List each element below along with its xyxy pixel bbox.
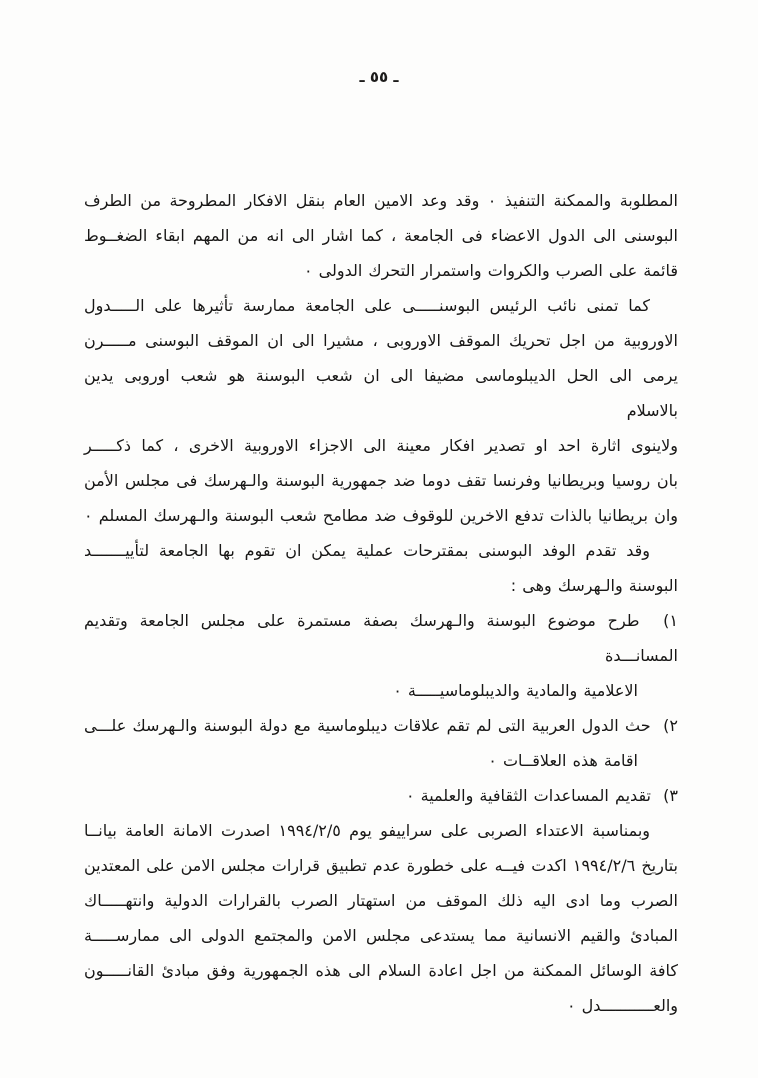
text-line: اقامة هذه العلاقــات ٠ (488, 751, 638, 770)
text-line: المطلوبة والممكنة التنفيذ ٠ وقد وعد الامين العام بنقل الافكار المطروحة من الطرف (84, 191, 678, 210)
text-line: الاعلامية والمادية والديبلوماسيـــــة ٠ (393, 681, 638, 700)
list-item (84, 603, 678, 708)
text-line: ولاينوى اثارة احد او تصدير افكار معينة الى الاجزاء الاوروبية الاخرى ، كما ذكـــــر (84, 436, 678, 455)
text-body (84, 183, 678, 1023)
text-line: وبمناسبة الاعتداء الصربى على سراييفو يوم ١٩٩٤/٢/٥ اصدرت الامانة العامة بيانــا (84, 821, 650, 840)
list-item-number: ١) (663, 611, 678, 630)
list-item-text: حث الدول العربية التى لم تقم علاقات ديبلوماسية مع دولة البوسنة والـهرسك علـــى (84, 716, 651, 735)
text-line: كافة الوسائل الممكنة من اجل اعادة السلام الى هذه الجمهورية وفق مبادئ القانـــــون (84, 961, 678, 980)
paragraph (84, 813, 678, 1023)
paragraph (84, 183, 678, 288)
text-line: الصرب وما ادى اليه ذلك الموقف من استهتار الصرب بالقرارات الدولية وانتهـــــاك (84, 891, 678, 910)
list-item-text: طرح موضوع البوسنة والـهرسك بصفة مستمرة على مجلس الجامعة وتقديم المسانـــدة (84, 611, 678, 665)
text-line: البوسنى الى الدول الاعضاء فى الجامعة ، كما اشار الى انه من المهم ابقاء الضغــوط (84, 226, 678, 245)
text-line: بتاريخ ١٩٩٤/٢/٦ اكدت فيــه على خطورة عدم تطبيق قرارات مجلس الامن على المعتدين (84, 856, 679, 875)
text-line: يرمى الى الحل الديبلوماسى مضيفا الى ان شعب البوسنة هو شعب اوروبى يدين بالاسلام (84, 366, 678, 420)
list-item (84, 778, 678, 813)
list-item-text: تقديم المساعدات الثقافية والعلمية ٠ (405, 786, 651, 805)
text-line: قائمة على الصرب والكروات واستمرار التحرك الدولى ٠ (303, 261, 678, 280)
list-item-number: ٢) (663, 716, 679, 735)
list-item (84, 708, 678, 778)
paragraph (84, 533, 678, 603)
paragraph (84, 288, 678, 533)
text-line: وقد تقدم الوفد البوسنى بمقترحات عملية يمكن ان تقوم بها الجامعة لتأييـــــــد (84, 541, 650, 560)
text-line: المبادئ والقيم الانسانية مما يستدعى مجلس الامن والمجتمع الدولى الى ممارســـــة (84, 926, 678, 945)
text-line: بان روسيا وبريطانيا وفرنسا تقف دوما ضد جمهورية البوسنة والـهرسك فى مجلس الأمن (84, 471, 678, 490)
text-line: البوسنة والـهرسك وهى : (510, 576, 678, 595)
text-line: والعـــــــــــدل ٠ (566, 996, 678, 1015)
text-line: وان بريطانيا بالذات تدفع الاخرين للوقوف ضد مطامح شعب البوسنة والـهرسك المسلم ٠ (84, 506, 678, 525)
text-line (84, 778, 678, 813)
page-number: ـ ٥٥ ـ (359, 68, 399, 86)
list-item-number: ٣) (663, 786, 678, 805)
text-line: الاوروبية من اجل تحريك الموقف الاوروبى ، مشيرا الى ان الموقف البوسنى مـــــرن (84, 331, 678, 350)
text-line (84, 603, 678, 673)
text-line (84, 708, 678, 743)
text-line: كما تمنى نائب الرئيس البوسنـــــى على الجامعة ممارسة تأثيرها على الـــــدول (84, 296, 650, 315)
